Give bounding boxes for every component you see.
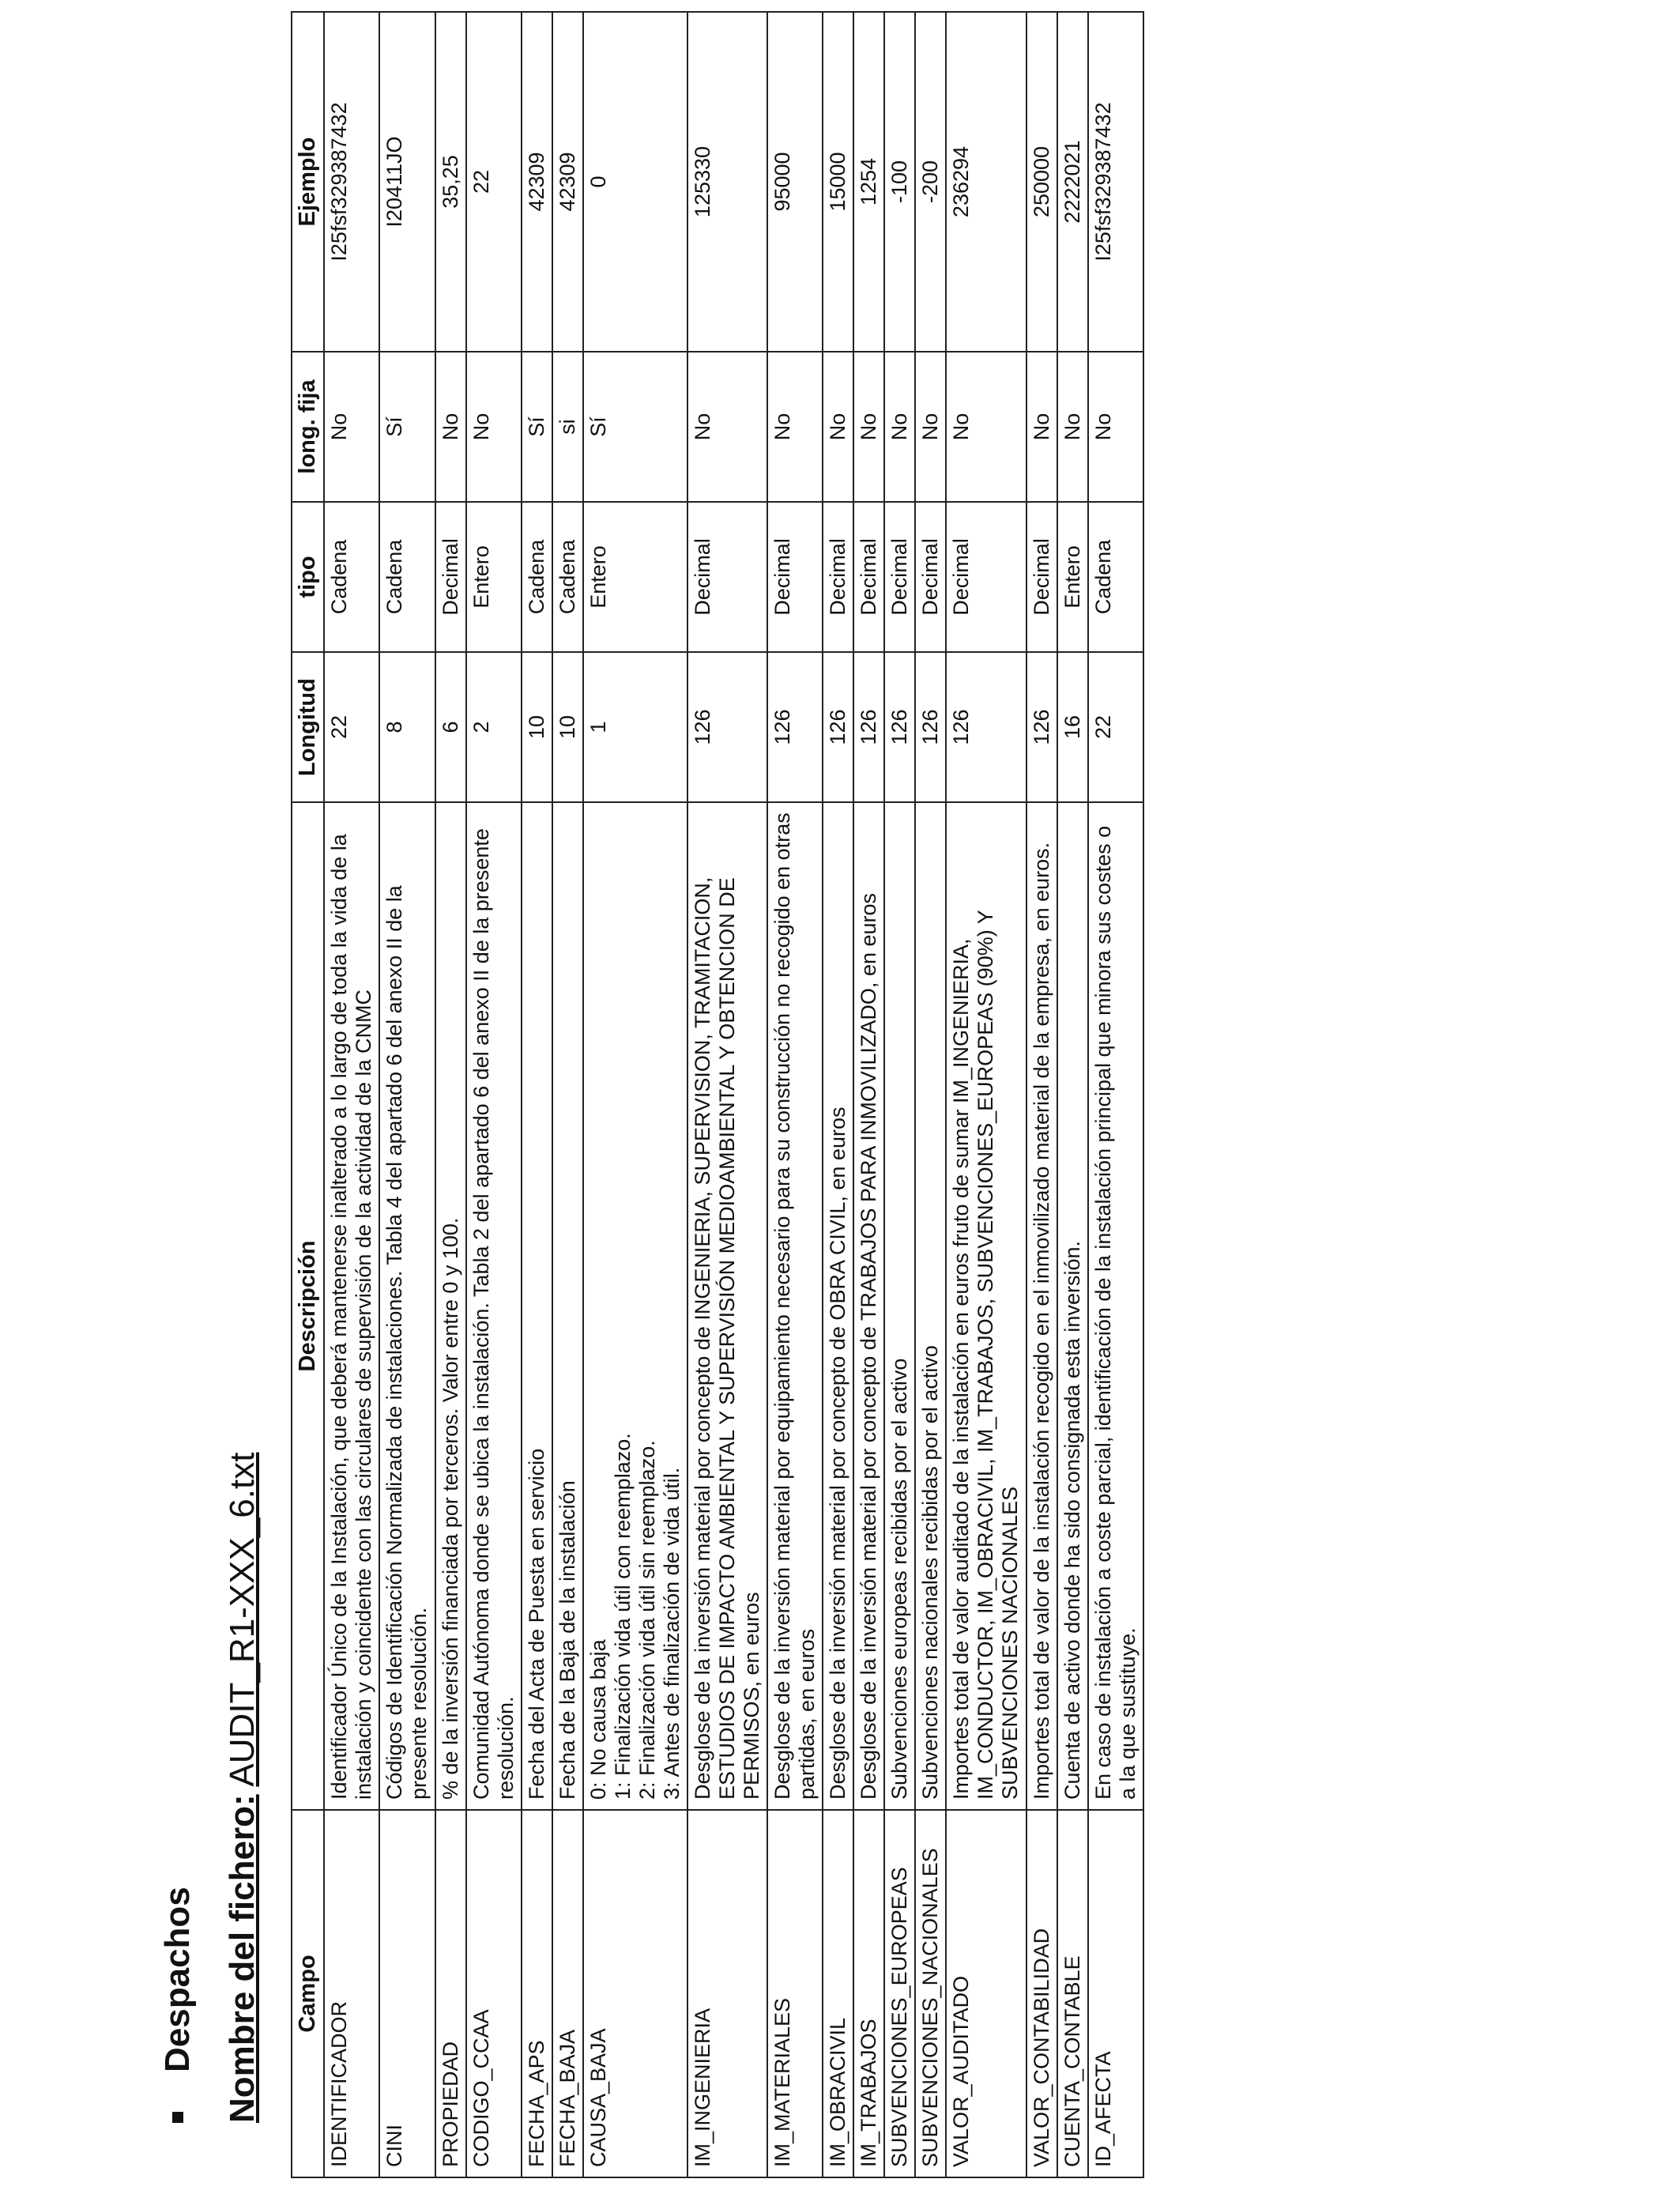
cell-longitud: 126 — [915, 652, 946, 802]
cell-tipo: Cadena — [522, 502, 552, 652]
cell-campo: SUBVENCIONES_NACIONALES — [915, 1810, 946, 2177]
section-title: Despachos — [158, 1887, 197, 2072]
cell-longitud: 10 — [552, 652, 583, 802]
cell-ejemplo: 35,25 — [435, 12, 466, 352]
table-row — [915, 12, 946, 2177]
cell-longitud: 16 — [1057, 652, 1088, 802]
table-row — [853, 12, 884, 2177]
cell-campo: CODIGO_CCAA — [466, 1810, 522, 2177]
cell-ejemplo: 2222021 — [1057, 12, 1088, 352]
cell-long-fija: No — [324, 352, 379, 502]
cell-descripcion: Importes total de valor auditado de la instalación en euros fruto de sumar IM_INGENIERIA, IM_CONDUCTOR, IM_OBRACIVIL, IM_TRABAJOS, SUBVENCIONES_EUROPEAS (90%) Y SUBVENCIONES NACIONALES — [946, 802, 1026, 1810]
cell-longitud: 1 — [583, 652, 687, 802]
cell-longitud: 126 — [946, 652, 1026, 802]
file-name-line — [223, 1453, 262, 2123]
header-long-fija: long. fija — [292, 352, 324, 502]
cell-long-fija: Sí — [522, 352, 552, 502]
cell-ejemplo: 42309 — [522, 12, 552, 352]
cell-ejemplo: I25fsf329387432 — [324, 12, 379, 352]
header-descripcion: Descripción — [292, 802, 324, 1810]
cell-campo: FECHA_BAJA — [552, 1810, 583, 2177]
table-row — [466, 12, 522, 2177]
cell-campo: ID_AFECTA — [1088, 1810, 1143, 2177]
cell-long-fija: No — [946, 352, 1026, 502]
cell-ejemplo: 125330 — [687, 12, 767, 352]
cell-tipo: Decimal — [853, 502, 884, 652]
table-row — [435, 12, 466, 2177]
cell-long-fija: si — [552, 352, 583, 502]
cell-long-fija: No — [915, 352, 946, 502]
cell-long-fija: No — [1026, 352, 1057, 502]
cell-campo: CUENTA_CONTABLE — [1057, 1810, 1088, 2177]
cell-tipo: Decimal — [915, 502, 946, 652]
cell-tipo: Decimal — [687, 502, 767, 652]
cell-ejemplo: 1254 — [853, 12, 884, 352]
cell-long-fija: No — [853, 352, 884, 502]
cell-descripcion: Identificador Único de la Instalación, que deberá mantenerse inalterado a lo largo de toda la vida de la instalación y coincidente con las circulares de supervisión de la actividad de la CNMC — [324, 802, 379, 1810]
cell-ejemplo: I25fsf329387432 — [1088, 12, 1143, 352]
table-row — [583, 12, 687, 2177]
cell-campo: IM_MATERIALES — [767, 1810, 823, 2177]
table-row — [767, 12, 823, 2177]
header-ejemplo: Ejemplo — [292, 12, 324, 352]
file-name-label: Nombre del fichero: — [223, 1794, 262, 2123]
cell-descripcion: Fecha del Acta de Puesta en servicio — [522, 802, 552, 1810]
cell-campo: CINI — [379, 1810, 435, 2177]
cell-campo: PROPIEDAD — [435, 1810, 466, 2177]
cell-ejemplo: 95000 — [767, 12, 823, 352]
cell-long-fija: No — [767, 352, 823, 502]
cell-ejemplo: 15000 — [823, 12, 853, 352]
cell-descripcion: Desglose de la inversión material por concepto de INGENIERIA, SUPERVISION, TRAMITACION, ESTUDIOS DE IMPACTO AMBIENTAL Y SUPERVISIÓN MEDIOAMBIENTAL Y OBTENCION DE PERMISOS, en euros — [687, 802, 767, 1810]
cell-descripcion: En caso de instalación a coste parcial, identificación de la instalación principal que minora sus costes o a la que sustituye. — [1088, 802, 1143, 1810]
cell-descripcion: Cuenta de activo donde ha sido consignada esta inversión. — [1057, 802, 1088, 1810]
cell-campo: CAUSA_BAJA — [583, 1810, 687, 2177]
cell-long-fija: No — [435, 352, 466, 502]
cell-tipo: Decimal — [884, 502, 915, 652]
table-header-row — [292, 12, 324, 2177]
cell-long-fija: No — [1088, 352, 1143, 502]
cell-longitud: 126 — [767, 652, 823, 802]
table-row — [379, 12, 435, 2177]
cell-tipo: Decimal — [1026, 502, 1057, 652]
cell-longitud: 126 — [884, 652, 915, 802]
cell-longitud: 6 — [435, 652, 466, 802]
cell-ejemplo: -200 — [915, 12, 946, 352]
square-bullet-icon — [172, 2112, 183, 2123]
cell-longitud: 126 — [853, 652, 884, 802]
table-row — [823, 12, 853, 2177]
cell-tipo: Decimal — [767, 502, 823, 652]
cell-longitud: 126 — [1026, 652, 1057, 802]
cell-campo: VALOR_CONTABILIDAD — [1026, 1810, 1057, 2177]
cell-ejemplo: -100 — [884, 12, 915, 352]
cell-longitud: 126 — [687, 652, 767, 802]
cell-ejemplo: 42309 — [552, 12, 583, 352]
table-row — [552, 12, 583, 2177]
table-row — [687, 12, 767, 2177]
cell-long-fija: No — [466, 352, 522, 502]
cell-tipo: Decimal — [435, 502, 466, 652]
cell-descripcion: Importes total de valor de la instalación recogido en el inmovilizado material de la empresa, en euros. — [1026, 802, 1057, 1810]
cell-campo: VALOR_AUDITADO — [946, 1810, 1026, 2177]
table-row — [324, 12, 379, 2177]
cell-longitud: 22 — [324, 652, 379, 802]
cell-descripcion: Subvenciones europeas recibidas por el activo — [884, 802, 915, 1810]
cell-tipo: Cadena — [1088, 502, 1143, 652]
table-row — [946, 12, 1026, 2177]
cell-descripcion: Fecha de la Baja de la instalación — [552, 802, 583, 1810]
header-campo: Campo — [292, 1810, 324, 2177]
cell-tipo: Cadena — [324, 502, 379, 652]
cell-long-fija: Sí — [379, 352, 435, 502]
table-row — [1057, 12, 1088, 2177]
cell-descripcion: Códigos de Identificación Normalizada de instalaciones. Tabla 4 del apartado 6 del anexo II de la presente resolución. — [379, 802, 435, 1810]
cell-longitud: 126 — [823, 652, 853, 802]
cell-tipo: Entero — [583, 502, 687, 652]
cell-campo: SUBVENCIONES_EUROPEAS — [884, 1810, 915, 2177]
cell-campo: IM_INGENIERIA — [687, 1810, 767, 2177]
cell-long-fija: No — [1057, 352, 1088, 502]
cell-campo: IM_OBRACIVIL — [823, 1810, 853, 2177]
table-row — [884, 12, 915, 2177]
cell-ejemplo: 0 — [583, 12, 687, 352]
table-row — [1088, 12, 1143, 2177]
cell-campo: IDENTIFICADOR — [324, 1810, 379, 2177]
cell-longitud: 22 — [1088, 652, 1143, 802]
cell-descripcion: 0: No causa baja 1: Finalización vida útil con reemplazo. 2: Finalización vida útil sin reemplazo. 3: Antes de finalización de vida útil. — [583, 802, 687, 1810]
cell-ejemplo: I20411JO — [379, 12, 435, 352]
cell-long-fija: No — [884, 352, 915, 502]
cell-long-fija: No — [687, 352, 767, 502]
cell-longitud: 8 — [379, 652, 435, 802]
cell-ejemplo: 250000 — [1026, 12, 1057, 352]
cell-longitud: 2 — [466, 652, 522, 802]
cell-tipo: Entero — [1057, 502, 1088, 652]
cell-ejemplo: 22 — [466, 12, 522, 352]
field-spec-table — [291, 11, 1144, 2178]
section-heading — [158, 1887, 198, 2123]
cell-tipo: Entero — [466, 502, 522, 652]
cell-campo: IM_TRABAJOS — [853, 1810, 884, 2177]
file-name-value: AUDIT_R1-XXX_6.txt — [223, 1452, 262, 1787]
cell-descripcion: Desglose de la inversión material por equipamiento necesario para su construcción no recogido en otras partidas, en euros — [767, 802, 823, 1810]
cell-tipo: Decimal — [823, 502, 853, 652]
cell-tipo: Cadena — [379, 502, 435, 652]
table-row — [1026, 12, 1057, 2177]
cell-ejemplo: 236294 — [946, 12, 1026, 352]
cell-tipo: Cadena — [552, 502, 583, 652]
cell-descripcion: % de la inversión financiada por terceros. Valor entre 0 y 100. — [435, 802, 466, 1810]
cell-descripcion: Desglose de la inversión material por concepto de TRABAJOS PARA INMOVILIZADO, en euros — [853, 802, 884, 1810]
cell-descripcion: Subvenciones nacionales recibidas por el activo — [915, 802, 946, 1810]
cell-long-fija: No — [823, 352, 853, 502]
cell-descripcion: Desglose de la inversión material por concepto de OBRA CIVIL, en euros — [823, 802, 853, 1810]
cell-campo: FECHA_APS — [522, 1810, 552, 2177]
cell-tipo: Decimal — [946, 502, 1026, 652]
table-row — [522, 12, 552, 2177]
header-tipo: tipo — [292, 502, 324, 652]
cell-descripcion: Comunidad Autónoma donde se ubica la instalación. Tabla 2 del apartado 6 del anexo II de la presente resolución. — [466, 802, 522, 1810]
cell-longitud: 10 — [522, 652, 552, 802]
cell-long-fija: Sí — [583, 352, 687, 502]
header-longitud: Longitud — [292, 652, 324, 802]
